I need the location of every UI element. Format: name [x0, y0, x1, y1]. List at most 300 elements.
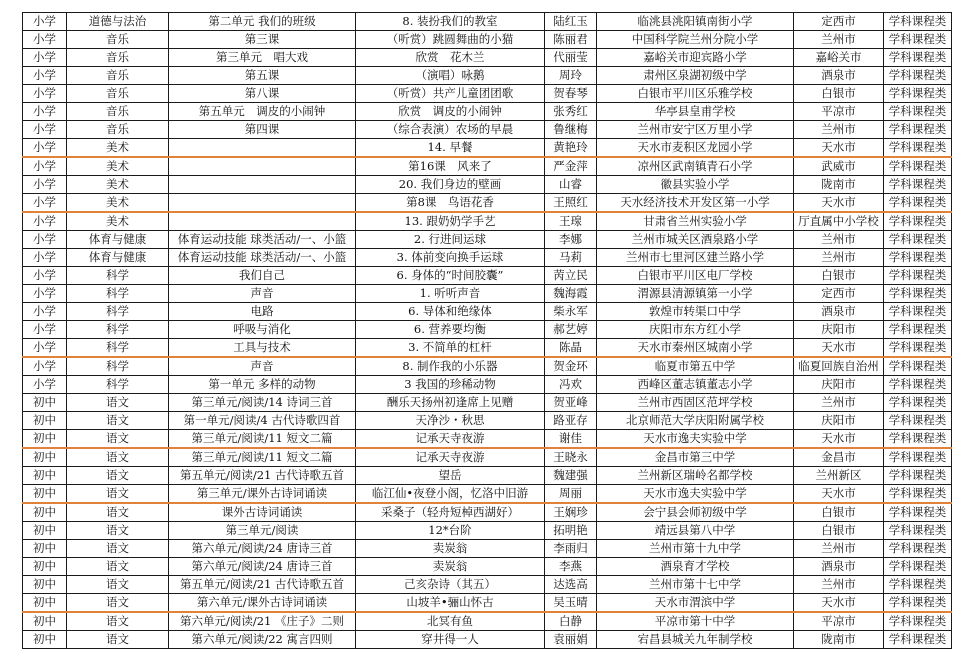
cell-school: 金昌市第三中学 — [597, 448, 794, 467]
cell-subject: 语文 — [67, 448, 169, 467]
cell-stage: 小学 — [23, 85, 67, 103]
cell-stage: 小学 — [23, 157, 67, 176]
cell-category: 学科课程类 — [884, 503, 952, 522]
cell-subject: 音乐 — [67, 49, 169, 67]
cell-lesson: 欣赏 调皮的小闹钟 — [356, 103, 545, 121]
cell-city: 兰州市 — [794, 540, 884, 558]
cell-stage: 初中 — [23, 503, 67, 522]
cell-school: 兰州市城关区酒泉路小学 — [597, 231, 794, 249]
cell-category: 学科课程类 — [884, 231, 952, 249]
table-row — [23, 194, 952, 213]
cell-city: 定西市 — [794, 285, 884, 303]
cell-category: 学科课程类 — [884, 394, 952, 412]
cell-unit: 我们自己 — [169, 267, 356, 285]
cell-subject: 语文 — [67, 576, 169, 594]
table-row — [23, 430, 952, 449]
cell-stage: 小学 — [23, 194, 67, 213]
cell-unit: 呼吸与消化 — [169, 321, 356, 339]
cell-teacher: 陆红玉 — [545, 13, 597, 31]
cell-subject: 音乐 — [67, 67, 169, 85]
cell-subject: 美术 — [67, 176, 169, 194]
cell-subject: 美术 — [67, 157, 169, 176]
cell-stage: 初中 — [23, 594, 67, 613]
table-row — [23, 31, 952, 49]
cell-city: 嘉峪关市 — [794, 49, 884, 67]
cell-teacher: 李雨归 — [545, 540, 597, 558]
cell-teacher: 郝艺婷 — [545, 321, 597, 339]
cell-city: 酒泉市 — [794, 67, 884, 85]
cell-city: 庆阳市 — [794, 412, 884, 430]
cell-stage: 小学 — [23, 303, 67, 321]
cell-city: 平凉市 — [794, 103, 884, 121]
cell-subject: 科学 — [67, 267, 169, 285]
cell-stage: 小学 — [23, 267, 67, 285]
cell-subject: 科学 — [67, 376, 169, 394]
table-row — [23, 576, 952, 594]
cell-city: 天水市 — [794, 430, 884, 449]
cell-unit: 第二单元 我们的班级 — [169, 13, 356, 31]
cell-unit: 第一单元 多样的动物 — [169, 376, 356, 394]
cell-category: 学科课程类 — [884, 139, 952, 158]
table-row — [23, 212, 952, 231]
cell-city: 酒泉市 — [794, 558, 884, 576]
cell-lesson: 3 我国的珍稀动物 — [356, 376, 545, 394]
cell-stage: 初中 — [23, 612, 67, 631]
cell-teacher: 黄艳玲 — [545, 139, 597, 158]
cell-subject: 语文 — [67, 631, 169, 649]
table-row — [23, 631, 952, 649]
cell-subject: 音乐 — [67, 103, 169, 121]
cell-lesson: 采桑子（轻舟短棹西湖好） — [356, 503, 545, 522]
cell-category: 学科课程类 — [884, 576, 952, 594]
cell-unit: 工具与技术 — [169, 339, 356, 358]
cell-subject: 美术 — [67, 194, 169, 213]
cell-category: 学科课程类 — [884, 303, 952, 321]
cell-teacher: 魏建强 — [545, 467, 597, 485]
cell-unit: 第六单元/课外古诗词诵读 — [169, 594, 356, 613]
cell-category: 学科课程类 — [884, 85, 952, 103]
cell-category: 学科课程类 — [884, 67, 952, 85]
cell-lesson: （演唱）咏鹅 — [356, 67, 545, 85]
cell-city: 兰州市 — [794, 231, 884, 249]
cell-category: 学科课程类 — [884, 121, 952, 139]
cell-subject: 科学 — [67, 321, 169, 339]
cell-subject: 体育与健康 — [67, 231, 169, 249]
cell-stage: 初中 — [23, 485, 67, 504]
cell-unit: 第六单元/阅读/24 唐诗三首 — [169, 558, 356, 576]
cell-stage: 初中 — [23, 631, 67, 649]
cell-lesson: 6. 营养要均衡 — [356, 321, 545, 339]
cell-lesson: 8. 制作我的小乐器 — [356, 357, 545, 376]
cell-city: 陇南市 — [794, 631, 884, 649]
cell-category: 学科课程类 — [884, 339, 952, 358]
cell-subject: 语文 — [67, 430, 169, 449]
course-table — [22, 12, 952, 649]
cell-subject: 科学 — [67, 357, 169, 376]
cell-teacher: 王晓永 — [545, 448, 597, 467]
cell-unit: 第三课 — [169, 31, 356, 49]
cell-school: 兰州新区瑞岭名都学校 — [597, 467, 794, 485]
cell-teacher: 柴永军 — [545, 303, 597, 321]
table-row — [23, 467, 952, 485]
cell-unit: 第三单元/阅读/11 短文二篇 — [169, 448, 356, 467]
cell-lesson: 6. 导体和绝缘体 — [356, 303, 545, 321]
cell-city: 天水市 — [794, 194, 884, 213]
table-row — [23, 249, 952, 267]
cell-subject: 语文 — [67, 540, 169, 558]
cell-stage: 小学 — [23, 49, 67, 67]
cell-category: 学科课程类 — [884, 594, 952, 613]
cell-school: 兰州市西固区范坪学校 — [597, 394, 794, 412]
cell-school: 渭源县清源镇第一小学 — [597, 285, 794, 303]
cell-lesson: 己亥杂诗（其五） — [356, 576, 545, 594]
cell-teacher: 贺亚峰 — [545, 394, 597, 412]
cell-stage: 小学 — [23, 285, 67, 303]
cell-subject: 语文 — [67, 467, 169, 485]
cell-teacher: 贺金环 — [545, 357, 597, 376]
cell-unit: 体育运动技能 球类活动/一、小篮 — [169, 231, 356, 249]
table-row — [23, 303, 952, 321]
cell-category: 学科课程类 — [884, 448, 952, 467]
table-row — [23, 285, 952, 303]
cell-stage: 小学 — [23, 339, 67, 358]
cell-subject: 音乐 — [67, 31, 169, 49]
cell-teacher: 拓明艳 — [545, 522, 597, 540]
cell-stage: 初中 — [23, 430, 67, 449]
cell-category: 学科课程类 — [884, 249, 952, 267]
table-row — [23, 67, 952, 85]
cell-teacher: 苪立民 — [545, 267, 597, 285]
cell-city: 天水市 — [794, 339, 884, 358]
cell-lesson: 3. 体前变向换手运球 — [356, 249, 545, 267]
cell-lesson: 记承天寺夜游 — [356, 430, 545, 449]
table-row — [23, 485, 952, 504]
cell-lesson: （听赏）跳圆舞曲的小猫 — [356, 31, 545, 49]
table-row — [23, 412, 952, 430]
table-row — [23, 558, 952, 576]
cell-unit — [169, 139, 356, 158]
cell-teacher: 代丽莹 — [545, 49, 597, 67]
cell-teacher: 李燕 — [545, 558, 597, 576]
table-row — [23, 321, 952, 339]
cell-subject: 语文 — [67, 612, 169, 631]
cell-unit: 第五课 — [169, 67, 356, 85]
cell-category: 学科课程类 — [884, 522, 952, 540]
cell-unit: 第五单元 调皮的小闹钟 — [169, 103, 356, 121]
cell-school: 华亭县皇甫学校 — [597, 103, 794, 121]
cell-teacher: 王照红 — [545, 194, 597, 213]
cell-school: 甘肃省兰州实验小学 — [597, 212, 794, 231]
cell-school: 肃州区泉湖初级中学 — [597, 67, 794, 85]
cell-unit: 课外古诗词诵读 — [169, 503, 356, 522]
cell-lesson: 临江仙•夜登小阁，忆洛中旧游 — [356, 485, 545, 504]
table-row — [23, 231, 952, 249]
cell-lesson: 穿井得一人 — [356, 631, 545, 649]
cell-lesson: 卖炭翁 — [356, 540, 545, 558]
table-row — [23, 157, 952, 176]
cell-teacher: 陈晶 — [545, 339, 597, 358]
cell-unit: 体育运动技能 球类活动/一、小篮 — [169, 249, 356, 267]
cell-lesson: 8. 装扮我们的教室 — [356, 13, 545, 31]
cell-city: 白银市 — [794, 522, 884, 540]
cell-unit: 第三单元/课外古诗词诵读 — [169, 485, 356, 504]
cell-lesson: 北冥有鱼 — [356, 612, 545, 631]
cell-lesson: 13. 跟奶奶学手艺 — [356, 212, 545, 231]
cell-subject: 语文 — [67, 503, 169, 522]
cell-subject: 体育与健康 — [67, 249, 169, 267]
cell-lesson: 山坡羊•骊山怀古 — [356, 594, 545, 613]
cell-stage: 初中 — [23, 448, 67, 467]
cell-stage: 小学 — [23, 103, 67, 121]
cell-teacher: 陈丽君 — [545, 31, 597, 49]
cell-category: 学科课程类 — [884, 612, 952, 631]
cell-stage: 小学 — [23, 212, 67, 231]
table-row — [23, 594, 952, 613]
cell-stage: 小学 — [23, 357, 67, 376]
cell-city: 厅直属中小学校 — [794, 212, 884, 231]
cell-city: 兰州新区 — [794, 467, 884, 485]
cell-subject: 科学 — [67, 285, 169, 303]
cell-unit — [169, 176, 356, 194]
cell-lesson: 12*台阶 — [356, 522, 545, 540]
table-row — [23, 121, 952, 139]
cell-unit — [169, 212, 356, 231]
table-row — [23, 13, 952, 31]
cell-school: 凉州区武南镇青石小学 — [597, 157, 794, 176]
table-row — [23, 176, 952, 194]
table-row — [23, 522, 952, 540]
table-row — [23, 394, 952, 412]
cell-school: 兰州市七里河区建兰路小学 — [597, 249, 794, 267]
cell-stage: 初中 — [23, 558, 67, 576]
table-row — [23, 357, 952, 376]
cell-category: 学科课程类 — [884, 31, 952, 49]
cell-lesson: 欣赏 花木兰 — [356, 49, 545, 67]
cell-stage: 初中 — [23, 540, 67, 558]
cell-city: 白银市 — [794, 503, 884, 522]
cell-subject: 语文 — [67, 394, 169, 412]
cell-city: 金昌市 — [794, 448, 884, 467]
cell-city: 白银市 — [794, 267, 884, 285]
cell-city: 兰州市 — [794, 121, 884, 139]
cell-teacher: 魏海霞 — [545, 285, 597, 303]
cell-subject: 音乐 — [67, 85, 169, 103]
cell-lesson: 6. 身体的“时间胶囊” — [356, 267, 545, 285]
cell-school: 中国科学院兰州分院小学 — [597, 31, 794, 49]
cell-subject: 语文 — [67, 412, 169, 430]
cell-unit: 声音 — [169, 357, 356, 376]
cell-stage: 小学 — [23, 249, 67, 267]
cell-stage: 小学 — [23, 31, 67, 49]
cell-category: 学科课程类 — [884, 13, 952, 31]
cell-lesson: 20. 我们身边的壁画 — [356, 176, 545, 194]
cell-school: 天水市麦积区龙园小学 — [597, 139, 794, 158]
cell-category: 学科课程类 — [884, 194, 952, 213]
cell-city: 兰州市 — [794, 249, 884, 267]
cell-school: 西峰区董志镇董志小学 — [597, 376, 794, 394]
cell-school: 白银市平川区电厂学校 — [597, 267, 794, 285]
cell-city: 白银市 — [794, 85, 884, 103]
cell-category: 学科课程类 — [884, 157, 952, 176]
cell-unit: 第六单元/阅读/22 寓言四则 — [169, 631, 356, 649]
cell-school: 宕昌县城关九年制学校 — [597, 631, 794, 649]
cell-stage: 小学 — [23, 139, 67, 158]
cell-stage: 小学 — [23, 376, 67, 394]
cell-category: 学科课程类 — [884, 467, 952, 485]
cell-stage: 初中 — [23, 467, 67, 485]
cell-lesson: （听赏）共产儿童团团歌 — [356, 85, 545, 103]
table-row — [23, 339, 952, 358]
table-row — [23, 448, 952, 467]
cell-unit: 第三单元/阅读/11 短文二篇 — [169, 430, 356, 449]
cell-lesson: 3. 不简单的杠杆 — [356, 339, 545, 358]
cell-school: 白银市平川区乐雅学校 — [597, 85, 794, 103]
cell-category: 学科课程类 — [884, 321, 952, 339]
cell-unit: 第六单元/阅读/21 《庄子》二则 — [169, 612, 356, 631]
cell-teacher: 白静 — [545, 612, 597, 631]
cell-unit — [169, 194, 356, 213]
cell-lesson: 2. 行进间运球 — [356, 231, 545, 249]
cell-teacher: 王瑔 — [545, 212, 597, 231]
cell-category: 学科课程类 — [884, 103, 952, 121]
cell-stage: 小学 — [23, 121, 67, 139]
cell-category: 学科课程类 — [884, 540, 952, 558]
cell-category: 学科课程类 — [884, 49, 952, 67]
cell-school: 会宁县会师初级中学 — [597, 503, 794, 522]
table-row — [23, 85, 952, 103]
cell-unit: 第一单元/阅读/4 古代诗歌四首 — [169, 412, 356, 430]
cell-category: 学科课程类 — [884, 267, 952, 285]
cell-school: 天水市秦州区城南小学 — [597, 339, 794, 358]
cell-school: 徽县实验小学 — [597, 176, 794, 194]
cell-teacher: 李娜 — [545, 231, 597, 249]
cell-school: 庆阳市东方红小学 — [597, 321, 794, 339]
cell-stage: 小学 — [23, 321, 67, 339]
cell-city: 临夏回族自治州 — [794, 357, 884, 376]
cell-teacher: 张秀红 — [545, 103, 597, 121]
cell-city: 定西市 — [794, 13, 884, 31]
table-row — [23, 49, 952, 67]
cell-lesson: 14. 早餐 — [356, 139, 545, 158]
cell-category: 学科课程类 — [884, 430, 952, 449]
cell-category: 学科课程类 — [884, 212, 952, 231]
cell-unit: 第五单元/阅读/21 古代诗歌五首 — [169, 576, 356, 594]
cell-unit — [169, 157, 356, 176]
cell-teacher: 吴玉晴 — [545, 594, 597, 613]
cell-subject: 美术 — [67, 139, 169, 158]
cell-school: 临洮县洮阳镇南街小学 — [597, 13, 794, 31]
cell-school: 天水市逸夫实验中学 — [597, 430, 794, 449]
course-table-body — [23, 13, 952, 649]
table-row — [23, 376, 952, 394]
cell-category: 学科课程类 — [884, 176, 952, 194]
cell-unit: 电路 — [169, 303, 356, 321]
cell-lesson: 卖炭翁 — [356, 558, 545, 576]
cell-stage: 初中 — [23, 522, 67, 540]
cell-stage: 初中 — [23, 576, 67, 594]
cell-lesson: 酬乐天扬州初逢席上见赠 — [356, 394, 545, 412]
cell-lesson: （综合表演）农场的早晨 — [356, 121, 545, 139]
cell-lesson: 第8课 鸟语花香 — [356, 194, 545, 213]
cell-city: 庆阳市 — [794, 376, 884, 394]
cell-subject: 语文 — [67, 558, 169, 576]
cell-teacher: 达选高 — [545, 576, 597, 594]
cell-unit: 第四课 — [169, 121, 356, 139]
cell-subject: 音乐 — [67, 121, 169, 139]
cell-unit: 第三单元/阅读 — [169, 522, 356, 540]
cell-school: 酒泉育才学校 — [597, 558, 794, 576]
cell-unit: 第三单元/阅读/14 诗词三首 — [169, 394, 356, 412]
cell-stage: 小学 — [23, 67, 67, 85]
cell-lesson: 1. 听听声音 — [356, 285, 545, 303]
cell-stage: 小学 — [23, 176, 67, 194]
table-row — [23, 540, 952, 558]
cell-subject: 科学 — [67, 303, 169, 321]
cell-school: 靖远县第八中学 — [597, 522, 794, 540]
cell-subject: 科学 — [67, 339, 169, 358]
cell-unit: 第三单元 唱大戏 — [169, 49, 356, 67]
cell-school: 临夏市第五中学 — [597, 357, 794, 376]
cell-school: 天水经济技术开发区第一小学 — [597, 194, 794, 213]
cell-stage: 小学 — [23, 231, 67, 249]
cell-subject: 语文 — [67, 522, 169, 540]
cell-school: 敦煌市转渠口中学 — [597, 303, 794, 321]
cell-school: 兰州市安宁区万里小学 — [597, 121, 794, 139]
cell-subject: 语文 — [67, 594, 169, 613]
cell-teacher: 王娴珍 — [545, 503, 597, 522]
cell-school: 兰州市第十七中学 — [597, 576, 794, 594]
cell-school: 天水市渭滨中学 — [597, 594, 794, 613]
table-row — [23, 503, 952, 522]
cell-school: 天水市逸夫实验中学 — [597, 485, 794, 504]
cell-teacher: 谢佳 — [545, 430, 597, 449]
cell-teacher: 马莉 — [545, 249, 597, 267]
cell-teacher: 袁丽娟 — [545, 631, 597, 649]
cell-teacher: 路亚存 — [545, 412, 597, 430]
cell-lesson: 记承天寺夜游 — [356, 448, 545, 467]
cell-city: 酒泉市 — [794, 303, 884, 321]
cell-unit: 声音 — [169, 285, 356, 303]
cell-category: 学科课程类 — [884, 357, 952, 376]
cell-city: 兰州市 — [794, 576, 884, 594]
cell-subject: 美术 — [67, 212, 169, 231]
cell-subject: 语文 — [67, 485, 169, 504]
cell-school: 嘉峪关市迎宾路小学 — [597, 49, 794, 67]
cell-lesson: 第16课 风来了 — [356, 157, 545, 176]
cell-category: 学科课程类 — [884, 376, 952, 394]
cell-teacher: 周玲 — [545, 67, 597, 85]
cell-category: 学科课程类 — [884, 558, 952, 576]
cell-city: 天水市 — [794, 485, 884, 504]
document-page — [22, 12, 952, 649]
cell-teacher: 周丽 — [545, 485, 597, 504]
cell-city: 陇南市 — [794, 176, 884, 194]
cell-lesson: 望岳 — [356, 467, 545, 485]
cell-stage: 初中 — [23, 412, 67, 430]
cell-city: 兰州市 — [794, 394, 884, 412]
cell-school: 北京师范大学庆阳附属学校 — [597, 412, 794, 430]
table-row — [23, 103, 952, 121]
cell-unit: 第五单元/阅读/21 古代诗歌五首 — [169, 467, 356, 485]
cell-teacher: 严金萍 — [545, 157, 597, 176]
cell-unit: 第八课 — [169, 85, 356, 103]
cell-teacher: 鲁继梅 — [545, 121, 597, 139]
table-row — [23, 612, 952, 631]
cell-teacher: 冯欢 — [545, 376, 597, 394]
table-row — [23, 139, 952, 158]
cell-city: 庆阳市 — [794, 321, 884, 339]
cell-category: 学科课程类 — [884, 631, 952, 649]
